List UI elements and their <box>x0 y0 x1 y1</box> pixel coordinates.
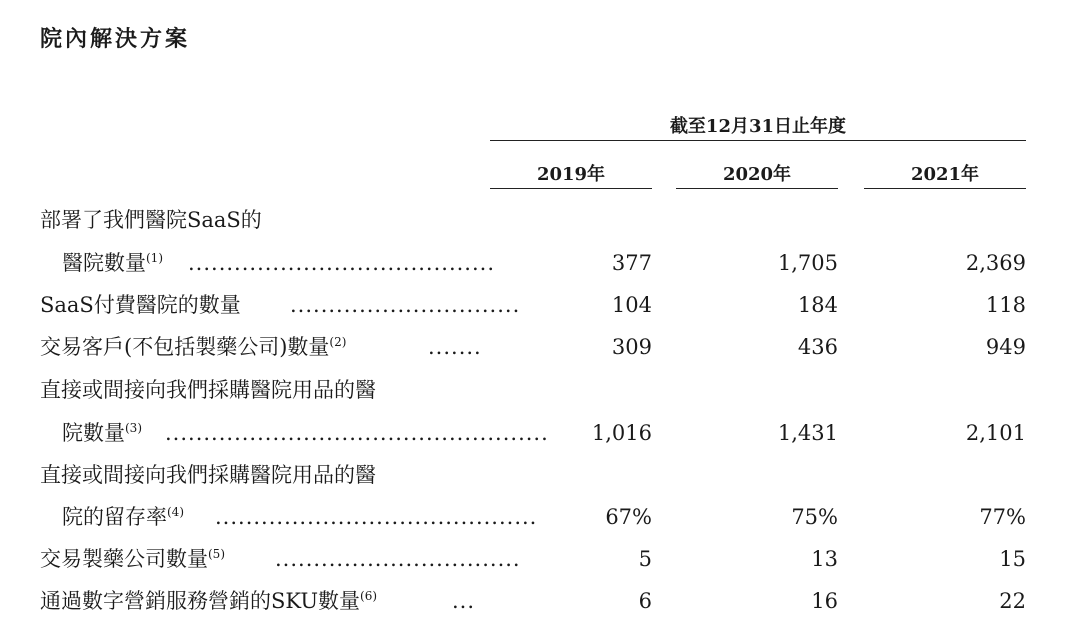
footnote-marker: (1) <box>146 251 163 265</box>
leader-dots: .................................................. <box>165 421 549 445</box>
value-2020: 184 <box>797 293 838 317</box>
year-header-2019: 2019年 <box>536 164 606 185</box>
row-label: 交易客戶(不包括製藥公司)數量$^{(2)}$ <box>40 335 347 359</box>
row-label: 部署了我們醫院SaaS的 <box>40 208 262 232</box>
leader-dots: ... <box>452 589 476 613</box>
value-2021: 15 <box>999 547 1026 571</box>
value-2021: 118 <box>985 293 1026 317</box>
value-2019: 1,016 <box>591 421 652 445</box>
footnote-marker: (2) <box>329 335 347 349</box>
row-label: SaaS付費醫院的數量 <box>40 293 241 317</box>
leader-dots: ........................................ <box>188 251 496 275</box>
leader-dots: .......................................... <box>215 505 538 529</box>
footnote-marker: (3) <box>125 421 142 435</box>
value-2019: 6 <box>638 589 652 613</box>
value-2019: 377 <box>611 251 652 275</box>
value-2021: 949 <box>985 335 1026 359</box>
year-rule-2020 <box>676 188 838 189</box>
value-2019: 309 <box>611 335 652 359</box>
leader-dots: ................................ <box>275 547 521 571</box>
row-label: 交易製藥公司數量$^{(5)}$ <box>40 547 225 571</box>
value-2019: 104 <box>611 293 652 317</box>
value-2019: 67% <box>605 505 652 529</box>
value-2020: 13 <box>811 547 838 571</box>
leader-dots: ....... <box>428 335 482 359</box>
year-header-2021: 2021年 <box>910 164 980 185</box>
header-rule <box>490 140 1026 141</box>
value-2021: 2,101 <box>965 421 1026 445</box>
value-2021: 77% <box>979 505 1026 529</box>
row-label: 直接或間接向我們採購醫院用品的醫 <box>40 463 376 487</box>
value-2020: 436 <box>797 335 838 359</box>
row-label: 直接或間接向我們採購醫院用品的醫 <box>40 378 376 402</box>
footnote-marker: (5) <box>208 547 225 561</box>
row-label-cont: 院的留存率$^{(4)}$ <box>62 505 184 529</box>
value-2021: 22 <box>999 589 1026 613</box>
row-label: 通過數字營銷服務營銷的SKU數量$^{(6)}$ <box>40 589 378 613</box>
value-2020: 75% <box>791 505 838 529</box>
year-header-2020: 2020年 <box>722 164 792 185</box>
year-rule-2021 <box>864 188 1026 189</box>
value-2020: 1,705 <box>777 251 838 275</box>
value-2020: 1,431 <box>777 421 838 445</box>
row-label-cont: 醫院數量$^{(1)}$ <box>62 251 163 275</box>
period-header: 截至12月31日止年度 <box>669 116 847 137</box>
footnote-marker: (4) <box>167 505 184 519</box>
value-2020: 16 <box>811 589 838 613</box>
value-2021: 2,369 <box>965 251 1026 275</box>
section-title: 院內解決方案 <box>40 26 191 52</box>
footnote-marker: (6) <box>360 589 378 603</box>
year-rule-2019 <box>490 188 652 189</box>
leader-dots: .............................. <box>290 293 521 317</box>
value-2019: 5 <box>638 547 652 571</box>
row-label-cont: 院數量$^{(3)}$ <box>62 421 142 445</box>
